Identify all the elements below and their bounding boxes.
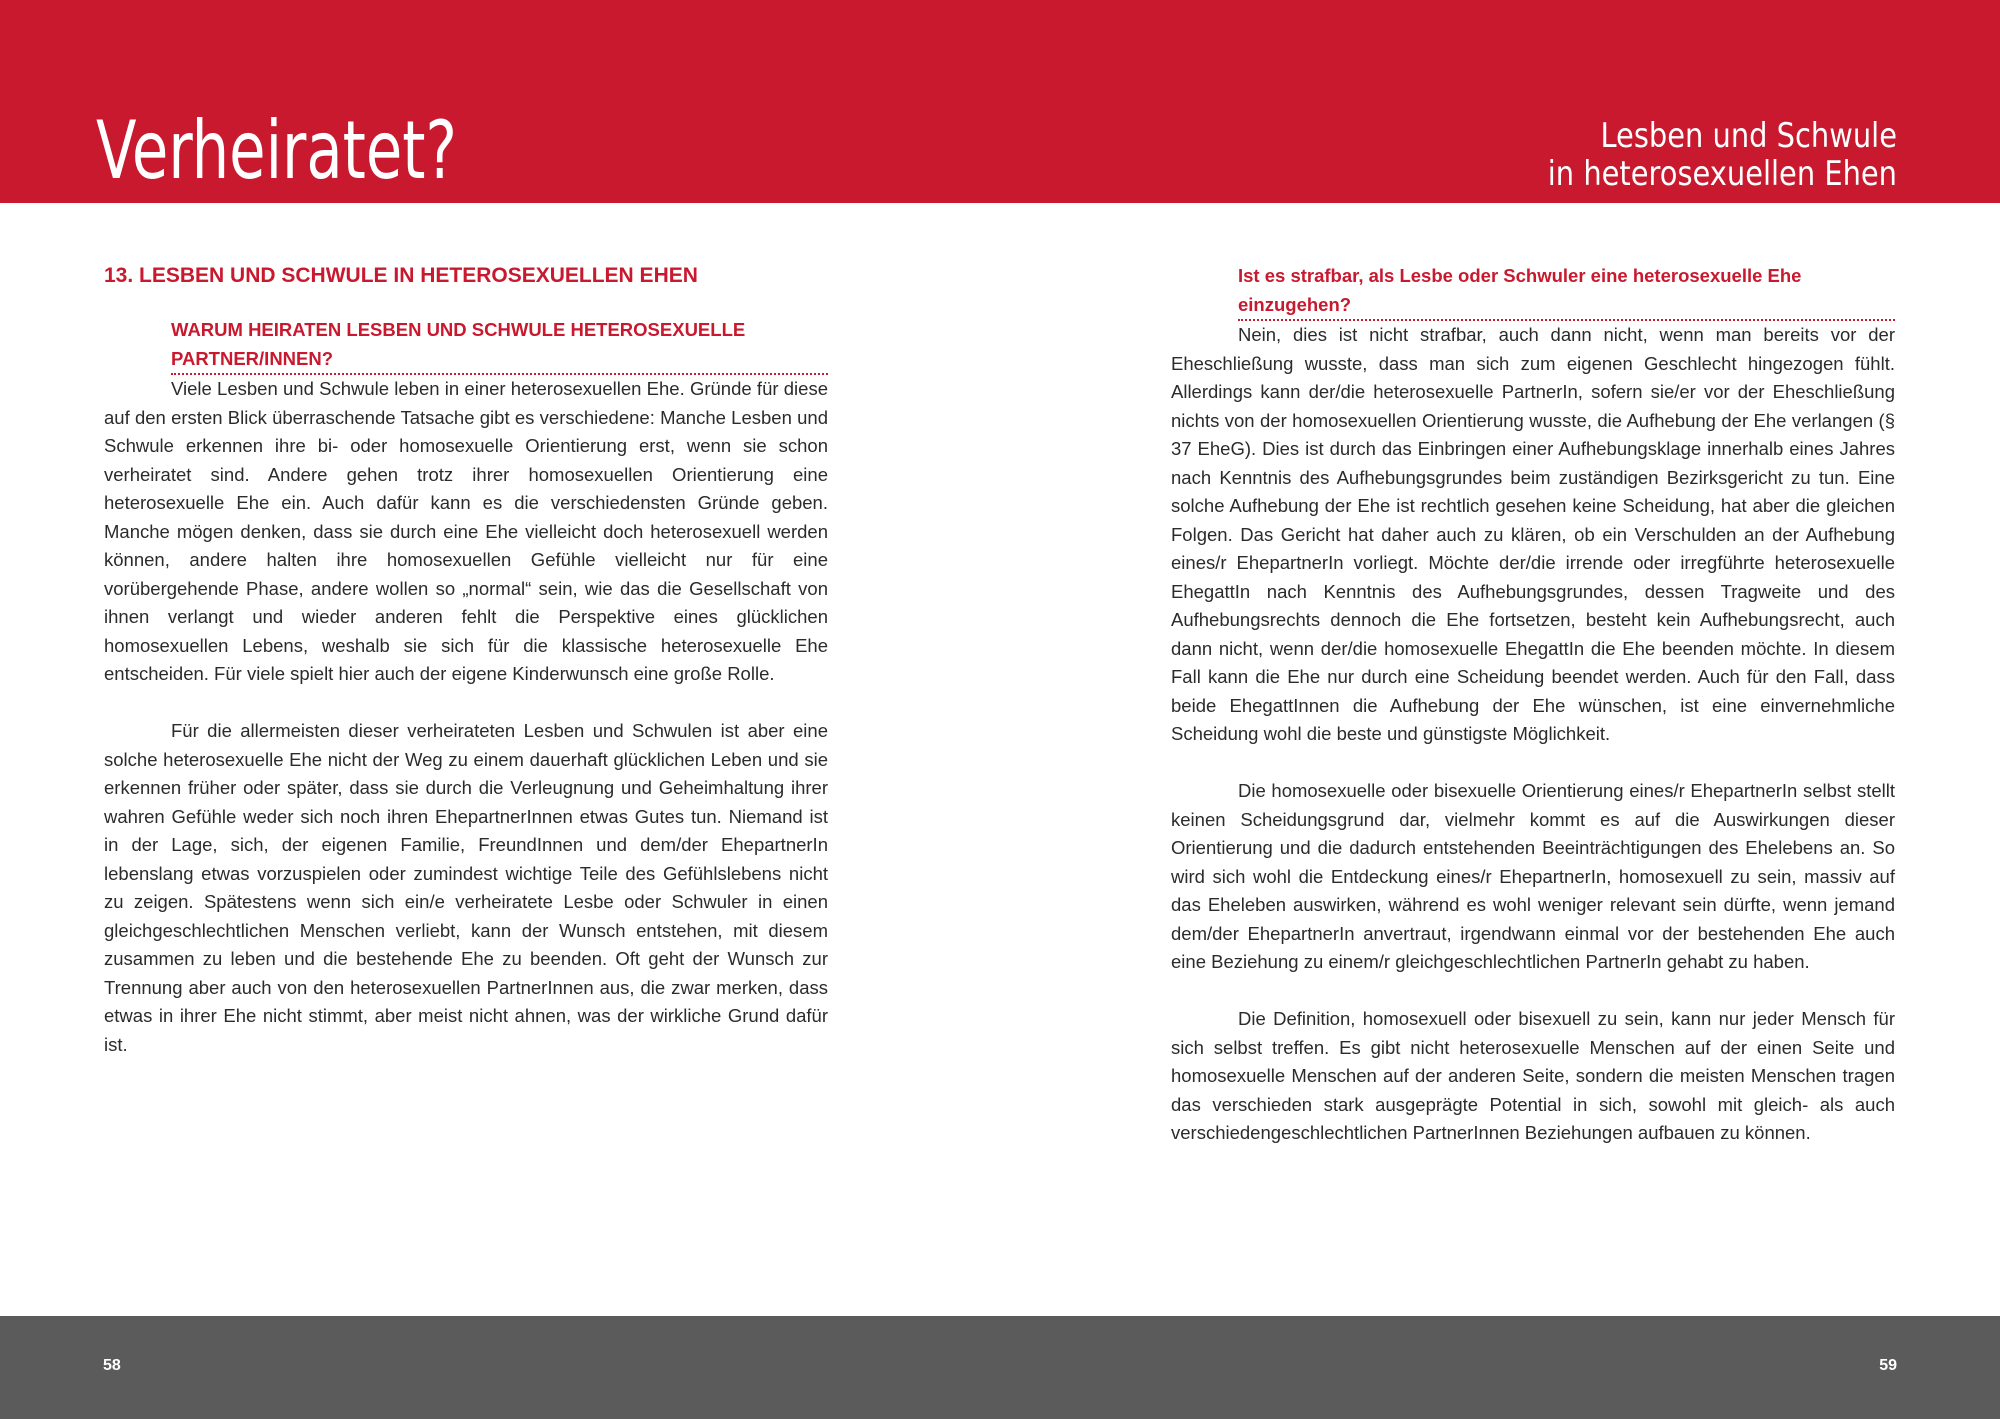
chapter-heading: 13. LESBEN UND SCHWULE IN HETEROSEXUELLEN EHEN	[104, 264, 698, 287]
page-number-right: 59	[1879, 1357, 1897, 1374]
paragraph: Viele Lesben und Schwule leben in einer heterosexuellen Ehe. Gründe für diese auf den ersten Blick überraschende Tatsache gibt es verschiedene: Manche Lesben und Schwule erkennen ihre bi- oder homosexuelle Orientierung erst, wenn sie schon verheiratet sind. Andere gehen trotz ihrer homosexuellen Orientierung eine heterosexuelle Ehe ein. Auch dafür kann es die verschiedensten Gründe geben. Manche mögen denken, dass sie durch eine Ehe vielleicht doch heterosexuell werden können, andere halten ihre homosexuellen Gefühle vielleicht nur für eine vorübergehende Phase, andere wollen so „normal“ sein, wie das die Gesellschaft von ihnen verlangt und wieder anderen fehlt die Perspektive eines glücklichen homosexuellen Lebens, weshalb sie sich für die klassische heterosexuelle Ehe entscheiden. Für viele spielt hier auch der eigene Kinderwunsch eine große Rolle.	[104, 378, 828, 684]
paragraph: Die homosexuelle oder bisexuelle Orientierung eines/r EhepartnerIn selbst stellt keinen Scheidungsgrund dar, vielmehr kommt es auf die Auswirkungen dieser Orientierung und die dadurch entstehenden Beeinträchtigungen des Ehelebens an. So wird sich wohl die Entdeckung eines/r EhepartnerIn, homosexuell zu sein, massiv auf das Eheleben auswirken, während es wohl weniger relevant sein dürfte, wenn jemand dem/der EhepartnerIn anvertraut, irgendwann einmal vor der bestehenden Ehe auch eine Beziehung zu einem/r gleichgeschlechtlichen PartnerIn gehabt zu haben.	[1171, 780, 1895, 972]
paragraph: Nein, dies ist nicht strafbar, auch dann nicht, wenn man bereits vor der Eheschließung wusste, dass man sich zum eigenen Geschlecht hingezogen fühlt. Allerdings kann der/die heterosexuelle PartnerIn, sofern sie/er vor der Eheschließung nichts von der homosexuellen Orientierung wusste, die Aufhebung der Ehe verlangen (§ 37 EheG). Dies ist durch das Einbringen einer Aufhebungsklage innerhalb eines Jahres nach Kenntnis des Aufhebungsgrundes beim zuständigen Bezirksgericht zu tun. Eine solche Aufhebung der Ehe ist rechtlich gesehen keine Scheidung, hat aber die gleichen Folgen. Das Gericht hat daher auch zu klären, ob ein Verschulden an der Aufhebung eines/r EhepartnerIn vorliegt. Möchte der/die irrende oder irregführte heterosexuelle EhegattIn nach Kenntnis des Aufhebungsgrundes, dessen Tragweite und des Aufhebungsrechts dennoch die Ehe fortsetzen, besteht kein Aufhebungsrecht, auch dann nicht, wenn der/die homosexuelle EhegattIn die Ehe beenden möchte. In diesem Fall kann die Ehe nur durch eine Scheidung beendet werden. Auch für den Fall, dass beide EhegattInnen die Aufhebung der Ehe wünschen, ist eine einvernehmliche Scheidung wohl die beste und günstigste Möglichkeit.	[1171, 324, 1895, 744]
right-page-column	[1171, 262, 1895, 1148]
question-line-1: Ist es strafbar, als Lesbe oder Schwuler eine heterosexuelle Ehe	[1238, 265, 1802, 286]
section-question	[104, 316, 828, 375]
paragraph: Für die allermeisten dieser verheirateten Lesben und Schwulen ist aber eine solche heterosexuelle Ehe nicht der Weg zu einem dauerhaft glücklichen Leben und sie erkennen früher oder später, dass sie durch die Verleugnung und Geheimhaltung ihrer wahren Gefühle weder sich noch ihren EhepartnerInnen etwas Gutes tun. Niemand ist in der Lage, sich, der eigenen Familie, FreundInnen und dem/der EhepartnerIn lebenslang etwas vorzuspielen oder zumindest wichtige Teile des Gefühlslebens nicht zu zeigen. Spätestens wenn sich ein/e verheiratete Lesbe oder Schwuler in einen gleichgeschlechtlichen Menschen verliebt, kann der Wunsch entstehen, mit diesem zusammen zu leben und die bestehende Ehe zu beenden. Oft geht der Wunsch zur Trennung aber auch von den heterosexuellen PartnerInnen aus, die zwar merken, dass etwas in ihrer Ehe nicht stimmt, aber meist nicht ahnen, was der wirkliche Grund dafür ist.	[104, 720, 828, 1055]
header-subtitle	[1297, 117, 1897, 193]
question-line-2: PARTNER/INNEN?	[171, 345, 828, 376]
page-number-left: 58	[103, 1357, 121, 1374]
paragraph: Die Definition, homosexuell oder bisexuell zu sein, kann nur jeder Mensch für sich selbst treffen. Es gibt nicht heterosexuelle Menschen auf der einen Seite und homosexuelle Menschen auf der anderen Seite, sondern die meisten Menschen tragen das verschieden stark ausgeprägte Potential in sich, sowohl mit gleich- als auch verschiedengeschlechtlichen PartnerInnen Beziehungen aufbauen zu können.	[1171, 1008, 1895, 1143]
subtitle-line-2: in heterosexuellen Ehen	[1547, 154, 1897, 194]
subtitle-line-1: Lesben und Schwule	[1600, 116, 1897, 156]
left-page-column	[104, 262, 828, 1059]
footer-band	[0, 1316, 2000, 1419]
question-line-2: einzugehen?	[1238, 291, 1895, 322]
section-question	[1171, 262, 1895, 321]
page-title: Verheiratet?	[96, 104, 457, 197]
question-line-1: WARUM HEIRATEN LESBEN UND SCHWULE HETEROSEXUELLE	[171, 319, 746, 340]
